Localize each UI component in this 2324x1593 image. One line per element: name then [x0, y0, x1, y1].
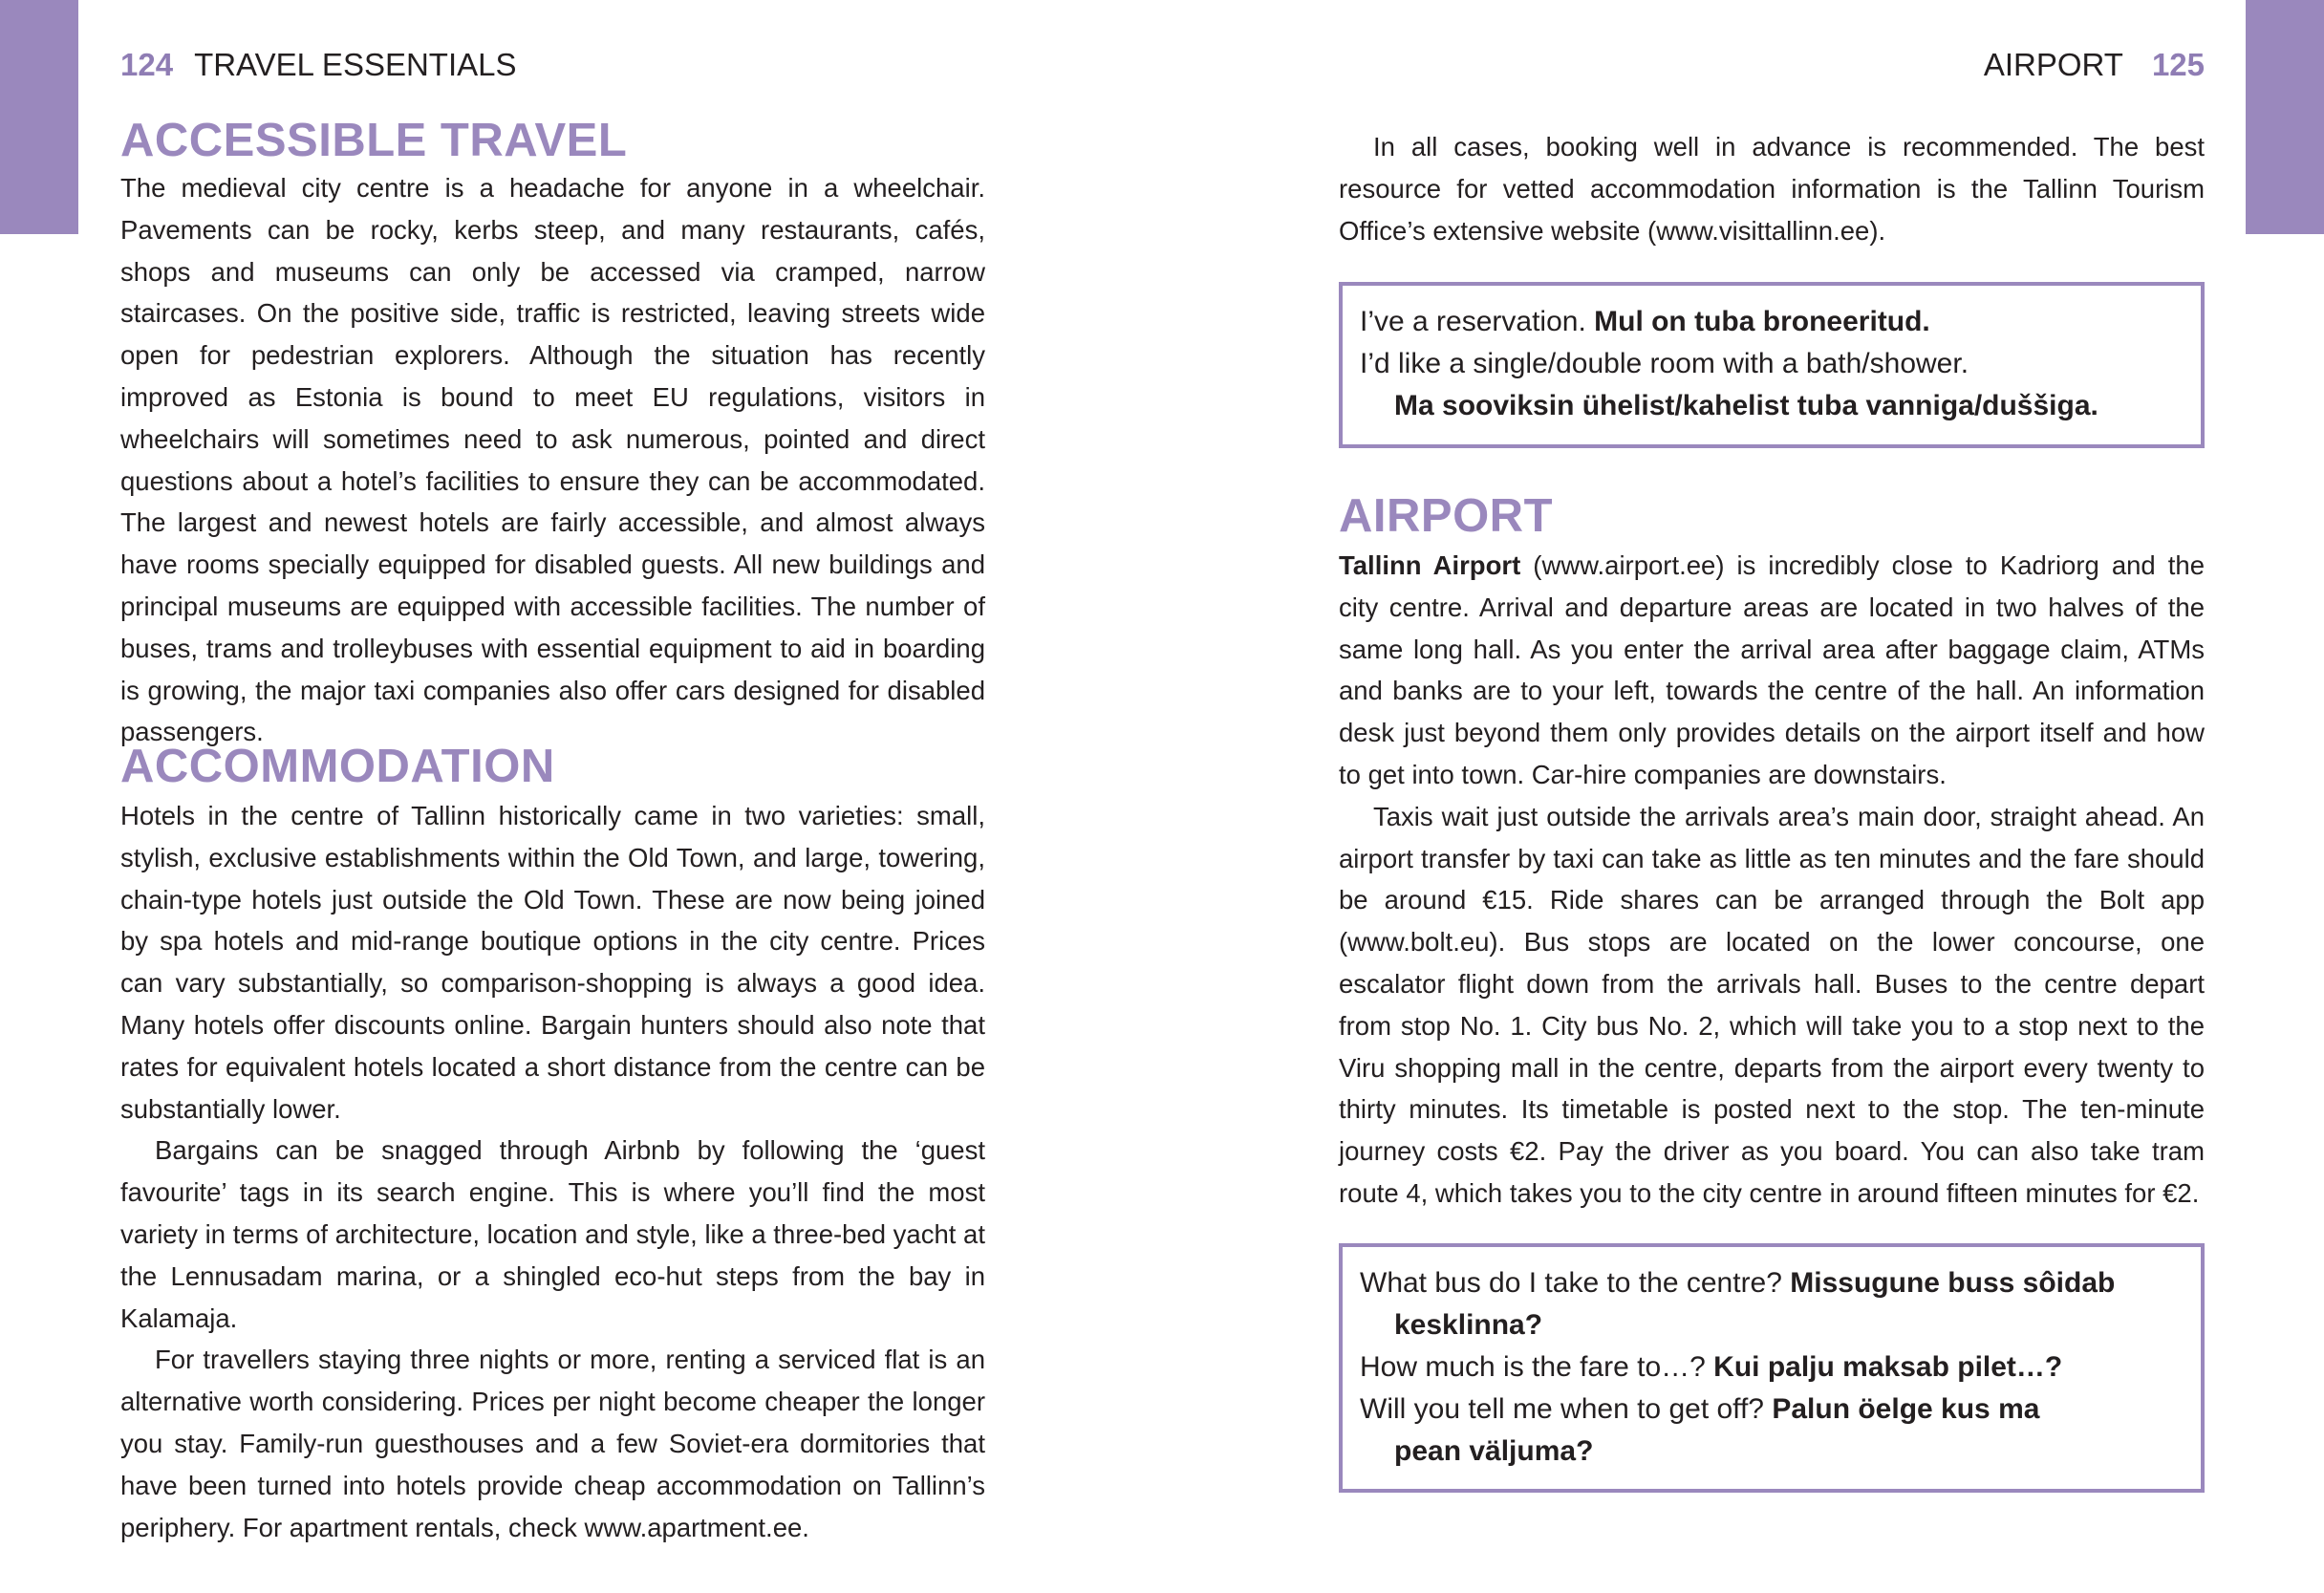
- accommodation-paragraph-2: Bargains can be snagged through Airbnb by following the ‘guest favourite’ tags in its search engine. This is where you’ll find the most variety in terms of architecture, location and style, like a three-bed yacht at the Lennusadam marina, or a shingled eco-hut steps from the bay in Kalamaja.: [120, 1135, 985, 1333]
- phrase-estonian: Mul on tuba broneeritud.: [1594, 306, 1930, 337]
- accommodation-continued-text: [1339, 126, 2205, 251]
- phrase-row: [1360, 343, 2184, 385]
- airport-paragraph-1: [1339, 545, 2205, 796]
- running-head-title: TRAVEL ESSENTIALS: [194, 47, 517, 82]
- accommodation-text: [120, 795, 985, 1548]
- airport-paragraph-1-text: (www.airport.ee) is incredibly close to Kadriorg and the city centre. Arrival and departure areas are located in two halves of the same long hall. As you enter the arrival area after baggage claim, ATMs and banks are to your left, towards the centre of the hall. An information desk just beyond them only provides details on the airport itself and how to get into town. Car-hire companies are downstairs.: [1339, 550, 2205, 789]
- phrase-row: [1360, 1388, 2184, 1431]
- running-head-right: [1984, 44, 2205, 86]
- phrasebox-airport: [1339, 1243, 2205, 1493]
- page-number-left: 124: [120, 47, 174, 82]
- phrase-english: I’ve a reservation.: [1360, 306, 1586, 337]
- phrase-estonian: Kui palju maksab pilet…?: [1713, 1351, 2063, 1383]
- airport-name: Tallinn Airport: [1339, 550, 1521, 580]
- phrase-estonian: pean väljuma?: [1394, 1435, 1594, 1467]
- phrase-row: [1360, 385, 2184, 427]
- phrase-estonian: Ma sooviksin ühelist/kahelist tuba vanniga/duššiga.: [1394, 390, 2098, 421]
- phrase-estonian: Missugune buss sôidab: [1790, 1267, 2116, 1299]
- airport-text: [1339, 545, 2205, 1215]
- heading-accommodation: ACCOMMODATION: [120, 741, 555, 792]
- page-number-right: 125: [2151, 47, 2205, 82]
- accessible-travel-paragraph: The medieval city centre is a headache for anyone in a wheelchair. Pavements can be rocky, kerbs steep, and many restaurants, cafés, shops and museums can only be accessed via cramped, narrow staircases. On the positive side, traffic is restricted, leaving streets wide open for pedestrian explorers. Although the situation has recently improved as Estonia is bound to meet EU regulations, visitors in wheelchairs will sometimes need to ask numerous, pointed and direct questions about a hotel’s facilities to ensure they can be accommodated. The largest and newest hotels are fairly accessible, and almost always have rooms specially equipped for disabled guests. All new buildings and principal museums are equipped with accessible facilities. The number of buses, trams and trolleybuses with essential equipment to aid in boarding is growing, the major taxi companies also offer cars designed for disabled passengers.: [120, 173, 985, 747]
- left-thumb-tab: [0, 0, 78, 234]
- phrase-english: What bus do I take to the centre?: [1360, 1267, 1782, 1299]
- phrase-english: Will you tell me when to get off?: [1360, 1393, 1764, 1425]
- phrase-english: How much is the fare to…?: [1360, 1351, 1706, 1383]
- phrase-row: [1360, 1346, 2184, 1388]
- accommodation-paragraph-1: Hotels in the centre of Tallinn historically came in two varieties: small, stylish, exclusive establishments within the Old Town, and large, towering, chain-type hotels just outside the Old Town. These are now being joined by spa hotels and mid-range boutique options in the city centre. Prices can vary substantially, so comparison-shopping is always a good idea. Many hotels offer discounts online. Bargain hunters should also note that rates for equivalent hotels located a short distance from the centre can be substantially lower.: [120, 801, 985, 1124]
- airport-paragraph-2: Taxis wait just outside the arrivals area’s main door, straight ahead. An airport transfer by taxi can take as little as ten minutes and the fare should be around €15. Ride shares can be arranged through the Bolt app (www.bolt.eu). Bus stops are located on the lower concourse, one escalator flight down from the arrivals hall. Buses to the centre depart from stop No. 1. City bus No. 2, which will take you to a stop next to the Viru shopping mall in the centre, departs from the airport every twenty to thirty minutes. Its timetable is posted next to the stop. The ten-minute journey costs €2. Pay the driver as you board. You can also take tram route 4, which takes you to the city centre in around fifteen minutes for €2.: [1339, 801, 2205, 1208]
- heading-accessible-travel: ACCESSIBLE TRAVEL: [120, 115, 628, 166]
- phrasebox-accommodation: [1339, 282, 2205, 448]
- phrase-estonian: kesklinna?: [1394, 1309, 1543, 1341]
- accessible-travel-text: [120, 167, 985, 753]
- running-head-left: [120, 44, 517, 86]
- phrase-english: I’d like a single/double room with a bath/shower.: [1360, 348, 1969, 379]
- accommodation-paragraph-3: For travellers staying three nights or more, renting a serviced flat is an alternative worth considering. Prices per night become cheaper the longer you stay. Family-run guesthouses and a few Soviet-era dormitories that have been turned into hotels provide cheap accommodation on Tallinn’s periphery. For apartment rentals, check www.apartment.ee.: [120, 1345, 985, 1542]
- phrase-row: [1360, 1304, 2184, 1346]
- phrase-row: [1360, 1431, 2184, 1473]
- right-thumb-tab: [2246, 0, 2324, 234]
- phrase-estonian: Palun öelge kus ma: [1772, 1393, 2040, 1425]
- booking-advice-paragraph: In all cases, booking well in advance is recommended. The best resource for vetted accommodation information is the Tallinn Tourism Office’s extensive website (www.visittallinn.ee).: [1339, 132, 2205, 246]
- heading-airport: AIRPORT: [1339, 490, 1553, 542]
- running-head-title: AIRPORT: [1983, 47, 2123, 82]
- phrase-row: [1360, 1262, 2184, 1304]
- phrase-row: [1360, 301, 2184, 343]
